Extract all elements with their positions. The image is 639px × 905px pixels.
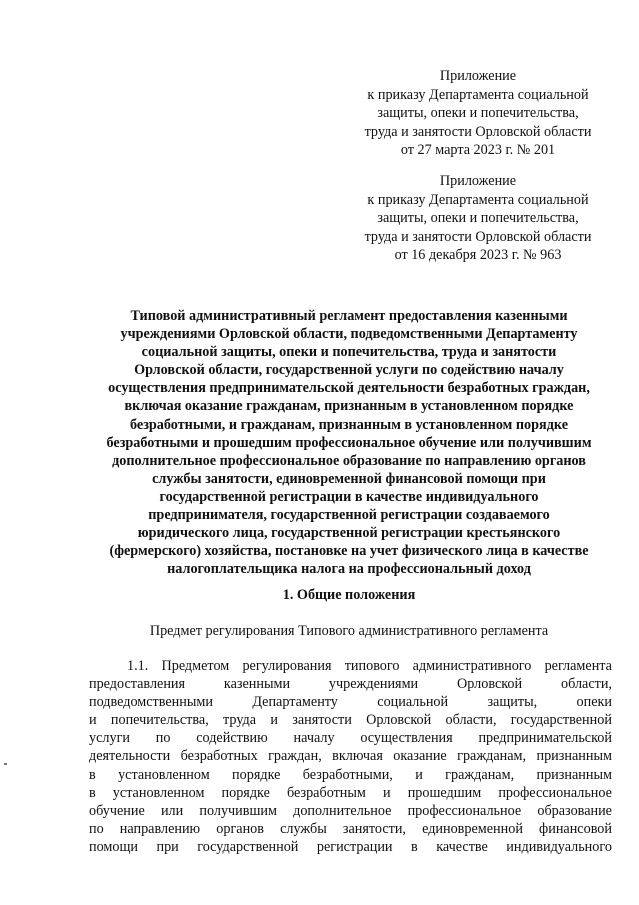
title-line: налогоплательщика налога на профессиональный доход	[167, 561, 531, 578]
paragraph-word: установленном	[118, 766, 210, 783]
title-line: Типовой административный регламент предоставления казенными	[130, 308, 568, 324]
paragraph-word: регистрации	[316, 838, 393, 855]
paragraph-word: социальной	[377, 694, 449, 711]
title-line: социальной защиты, опеки и попечительства, труда и занятости	[141, 344, 557, 361]
paragraph-word: помощи	[89, 838, 139, 855]
paragraph-word: осуществления	[360, 730, 453, 747]
paragraph-word: Орловской	[457, 676, 523, 693]
paragraph-word: получившим	[199, 802, 277, 819]
appendix-1-line: от 27 марта 2023 г. № 201	[400, 142, 556, 159]
paragraph-word: труда	[223, 712, 257, 729]
paragraph-word: услуги	[89, 730, 130, 747]
paragraph-word: по	[89, 820, 104, 837]
paragraph-word: прошедшим	[407, 784, 482, 801]
appendix-2-line: к приказу Департамента социальной	[367, 191, 589, 208]
paragraph-word: предоставления	[89, 676, 186, 693]
paragraph-line	[89, 838, 612, 856]
paragraph-word: защиты,	[487, 694, 538, 711]
paragraph-word: казенными	[223, 676, 291, 693]
paragraph-line	[89, 784, 612, 802]
paragraph-word: в	[89, 784, 96, 801]
paragraph-word: безработных	[180, 748, 258, 765]
title-line: дополнительное профессиональное образование по направлению органов	[112, 452, 586, 469]
title-line: включая оказание гражданам, признанным в установленном порядке	[124, 398, 574, 415]
paragraph-word: учреждениями	[328, 676, 419, 693]
paragraph-word: занятости,	[342, 820, 406, 837]
paragraph-word: службы	[280, 820, 327, 837]
paragraph-word: финансовой	[539, 820, 612, 837]
appendix-2-line: Приложение	[439, 173, 517, 189]
paragraph-line	[89, 693, 612, 711]
appendix-2-line: от 16 декабря 2023 г. № 963	[394, 247, 562, 264]
paragraph-word: порядке	[221, 784, 270, 801]
paragraph-word: в	[411, 838, 418, 855]
paragraph-word: 1.1.	[127, 658, 149, 674]
paragraph-word: государственной	[197, 838, 299, 855]
paragraph-word: по	[155, 730, 171, 747]
paragraph-word: началу	[293, 730, 335, 747]
paragraph-word: безработным	[286, 784, 366, 801]
paragraph-word: и	[89, 712, 97, 729]
paragraph-word: единовременной	[422, 820, 523, 837]
paragraph-word: занятости	[292, 712, 352, 729]
paragraph-word: профессиональное	[407, 802, 522, 819]
paragraph-word: области,	[560, 676, 612, 693]
appendix-block-1	[352, 67, 604, 160]
paragraph-word: регулирования	[242, 658, 332, 674]
title-line: безработными, и гражданам, признанным в установленном порядке	[130, 416, 568, 433]
paragraph-word: Орловской	[366, 712, 432, 729]
paragraph-word: при	[156, 838, 179, 855]
title-line: (фермерского) хозяйства, постановке на учет физического лица в качестве	[109, 543, 589, 560]
paragraph-word: дополнительное	[293, 802, 392, 819]
paragraph-line	[89, 657, 612, 675]
title-line: осуществления предпринимательской деятельности безработных граждан,	[108, 380, 590, 397]
title-line: государственной регистрации в качестве индивидуального	[159, 488, 539, 505]
paragraph-line	[89, 820, 612, 838]
paragraph-line	[89, 729, 612, 747]
section-heading: 1. Общие положения	[282, 587, 416, 603]
paragraph-word: типового	[344, 658, 400, 674]
appendix-1-line: Приложение	[439, 68, 517, 84]
paragraph-word: Департаменту	[252, 694, 338, 711]
paragraph-word: подведомственными	[89, 694, 213, 711]
paragraph-word: предпринимательской	[478, 730, 612, 747]
paragraph-word: гражданам,	[445, 766, 515, 783]
appendix-1-line: к приказу Департамента социальной	[367, 86, 589, 103]
paragraph-word: индивидуального	[506, 838, 612, 855]
paragraph-word: включая	[332, 748, 383, 765]
paragraph-word: порядке	[232, 766, 281, 783]
title-line: учреждениями Орловской области, подведомственными Департаменту	[120, 326, 578, 343]
paragraph-word: Предметом	[161, 658, 230, 674]
paragraph-line	[89, 747, 612, 765]
paragraph-line	[89, 675, 612, 693]
paragraph-line	[89, 766, 612, 784]
title-line: Орловской области, государственной услуги по содействию началу	[134, 362, 564, 379]
paragraph-word: содействию	[196, 730, 268, 747]
paragraph-word: и	[383, 784, 391, 801]
title-line: безработными и прошедшим профессиональное обучение или получившим	[106, 434, 592, 451]
paragraph-word: признанным	[536, 748, 612, 765]
paragraph-word: оказание	[393, 748, 447, 765]
appendix-1-line: труда и занятости Орловской области	[364, 123, 592, 140]
paragraph-word: органов	[216, 820, 264, 837]
paragraph-word: и	[415, 766, 423, 783]
paragraph-word: безработными,	[302, 766, 393, 783]
paragraph-line	[89, 711, 612, 729]
paragraph-word: направлению	[119, 820, 201, 837]
paragraph-word: гражданам,	[457, 748, 527, 765]
title-line: юридического лица, государственной регистрации крестьянского	[137, 525, 561, 542]
scan-speck	[4, 763, 7, 765]
paragraph-word: образование	[537, 802, 612, 819]
title-line: службы занятости, единовременной финансовой помощи при	[152, 470, 546, 487]
appendix-1-line: защиты, опеки и попечительства,	[377, 105, 579, 122]
paragraph-word: профессиональное	[498, 784, 612, 801]
paragraph-word: государственной	[510, 712, 612, 729]
appendix-2-line: защиты, опеки и попечительства,	[377, 210, 579, 227]
paragraph-word: в	[89, 766, 96, 783]
paragraph-word: опеки	[576, 694, 612, 711]
paragraph-word: качестве	[436, 838, 488, 855]
paragraph-line	[89, 802, 612, 820]
paragraph-word: административного	[412, 658, 532, 674]
paragraph-word: обучение	[89, 802, 145, 819]
paragraph-word: попечительства,	[110, 712, 209, 729]
title-line: предпринимателя, государственной регистрации создаваемого	[148, 507, 550, 524]
document-title	[86, 307, 612, 578]
paragraph-word: или	[160, 802, 184, 819]
paragraph-word: граждан,	[268, 748, 322, 765]
paragraph-1-1	[89, 657, 612, 856]
paragraph-word: области,	[445, 712, 497, 729]
appendix-block-2	[352, 172, 604, 265]
paragraph-word: регламента	[544, 658, 612, 674]
paragraph-word: деятельности	[89, 748, 171, 765]
appendix-2-line: труда и занятости Орловской области	[364, 228, 592, 245]
paragraph-word: признанным	[536, 766, 612, 783]
section-subheading: Предмет регулирования Типового административного регламента	[149, 623, 549, 639]
paragraph-word: установленном	[112, 784, 205, 801]
paragraph-word: и	[270, 712, 278, 729]
